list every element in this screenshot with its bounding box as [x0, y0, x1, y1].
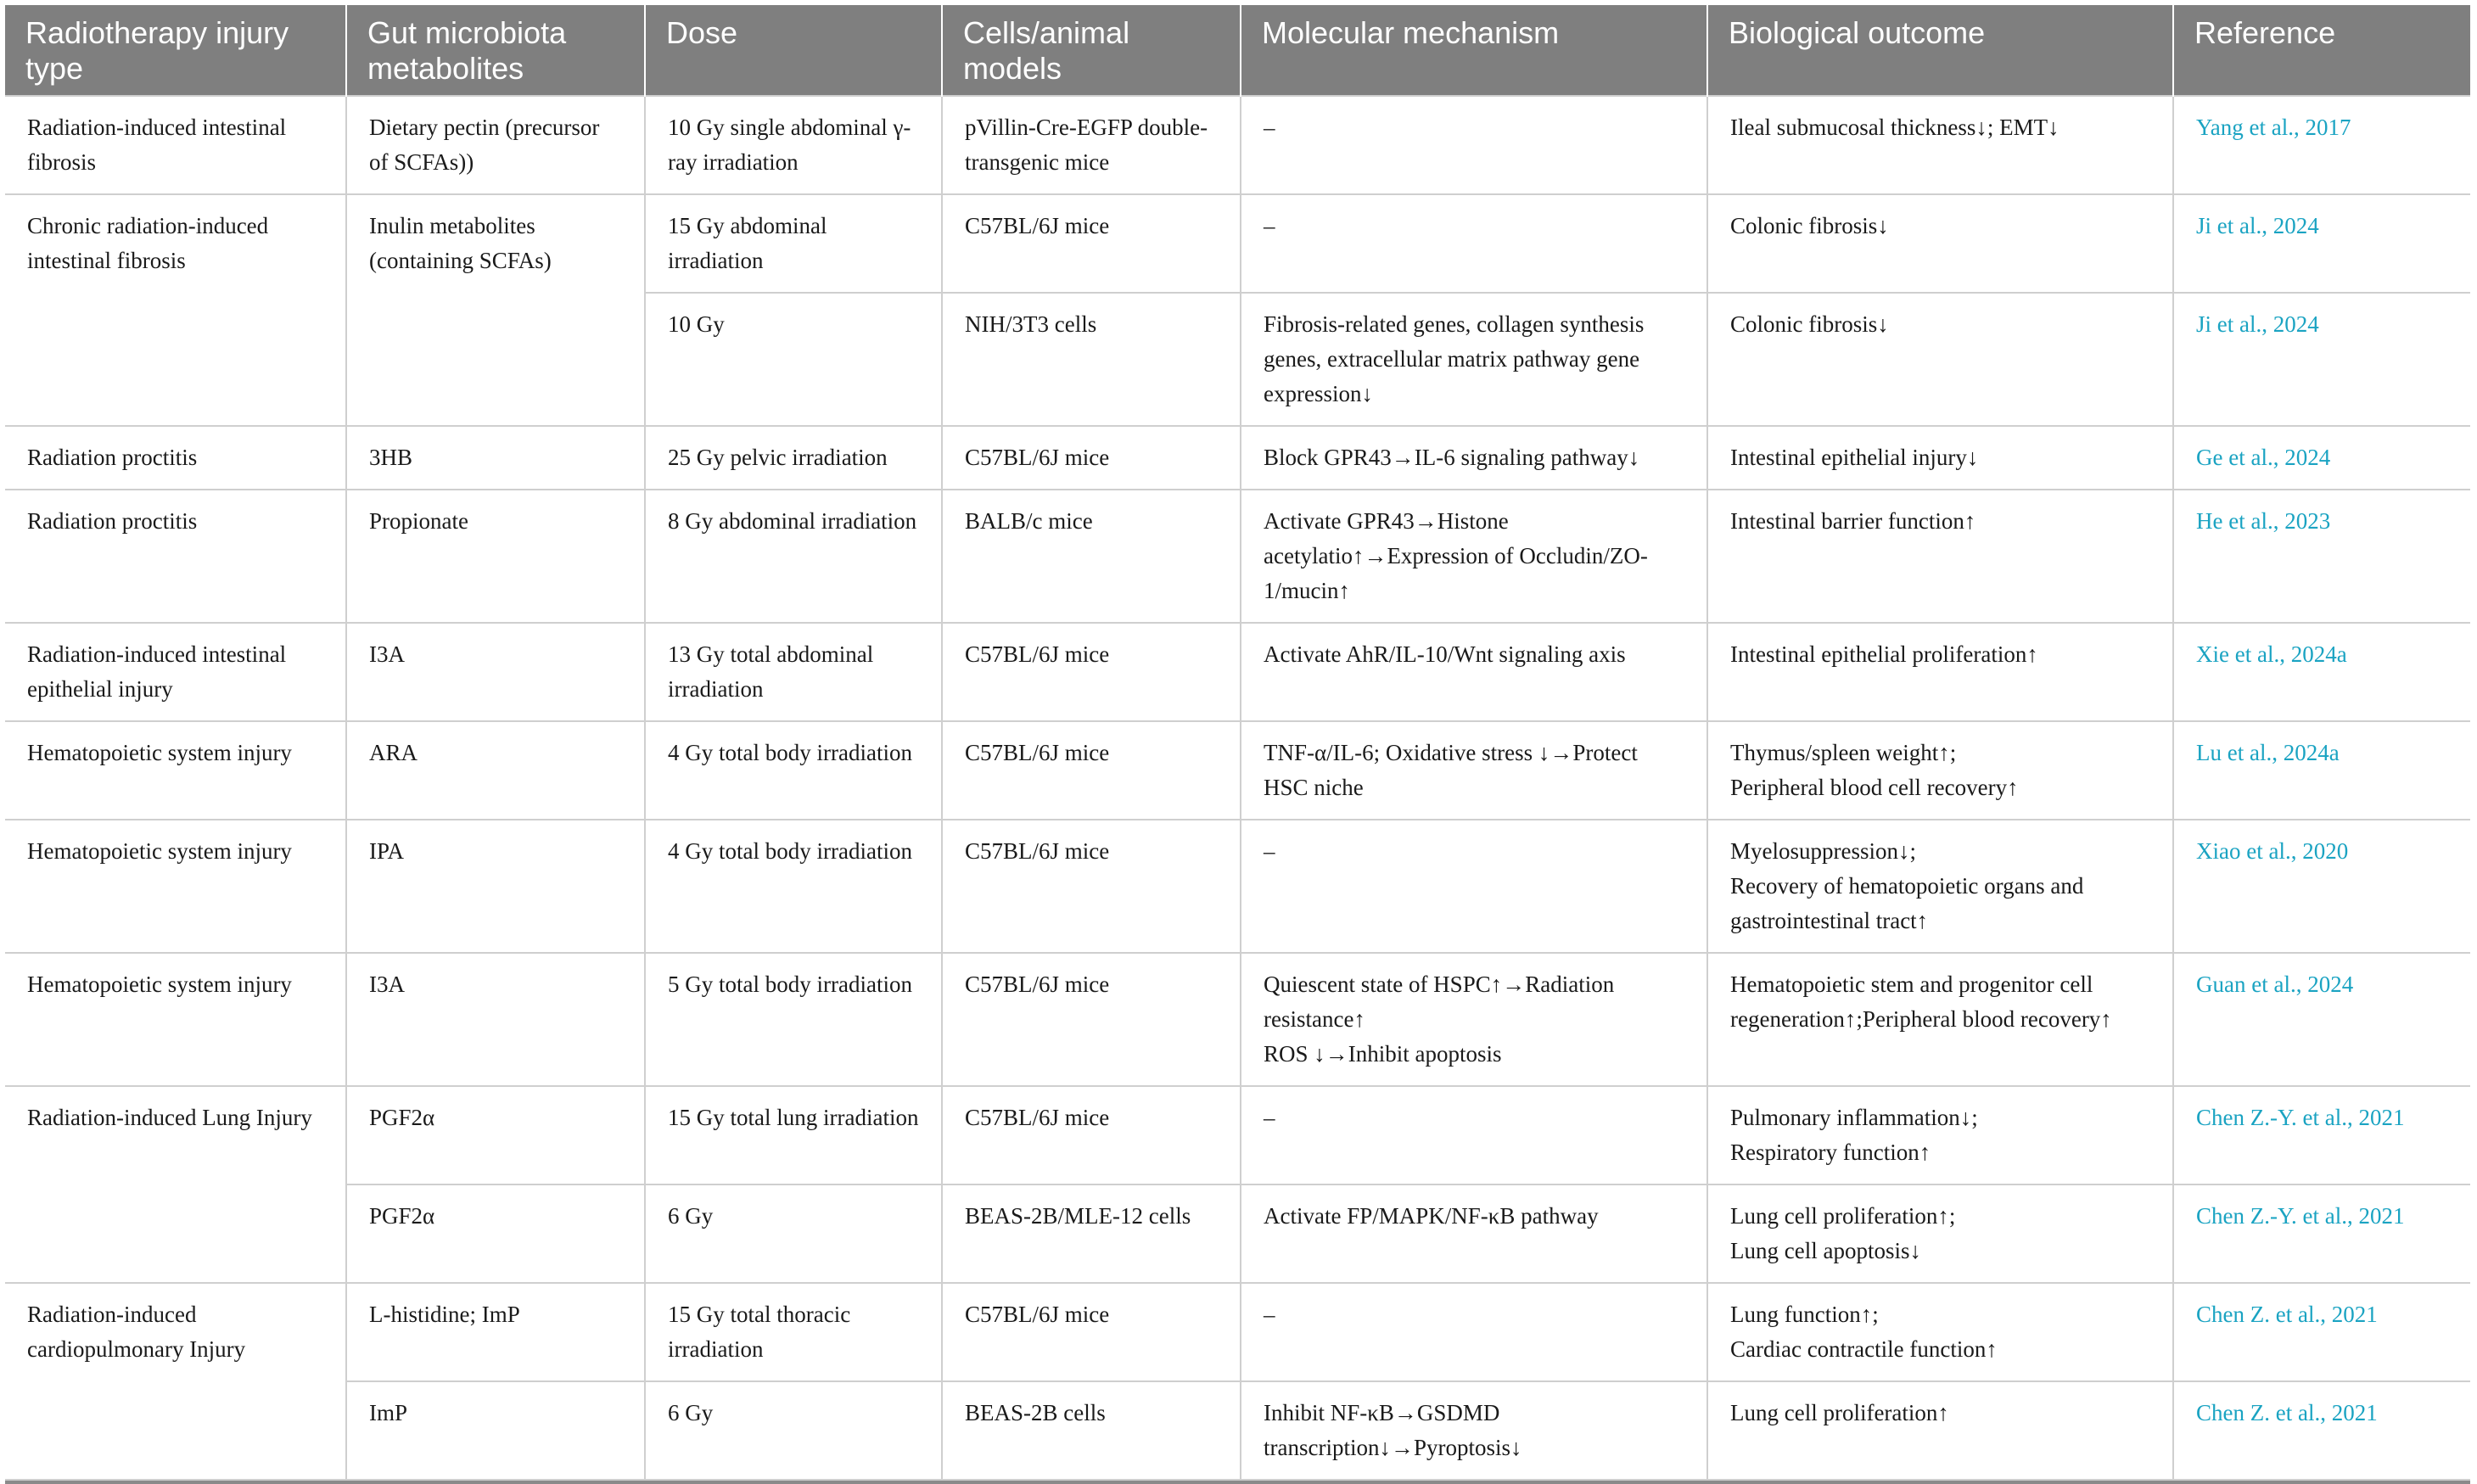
table-row	[5, 426, 2470, 490]
cell-model: C57BL/6J mice	[942, 721, 1241, 820]
cell-reference	[2173, 426, 2470, 490]
cell-metabolite: L-histidine; ImP	[346, 1283, 645, 1381]
cell-injury-type: Radiation-induced cardiopulmonary Injury	[5, 1283, 346, 1480]
cell-dose: 25 Gy pelvic irradiation	[645, 426, 942, 490]
cell-model: pVillin-Cre-EGFP double-transgenic mice	[942, 96, 1241, 194]
cell-metabolite: Dietary pectin (precursor of SCFAs))	[346, 96, 645, 194]
cell-model: NIH/3T3 cells	[942, 293, 1241, 426]
cell-metabolite: I3A	[346, 623, 645, 721]
cell-dose: 5 Gy total body irradiation	[645, 953, 942, 1086]
cell-dose: 6 Gy	[645, 1381, 942, 1480]
cell-mechanism-line: Fibrosis-related genes, collagen synthesis genes, extracellular matrix pathway gene expression↓	[1264, 311, 1645, 406]
cell-outcome-line: Myelosuppression↓;	[1730, 838, 1916, 864]
cell-injury-type: Radiation proctitis	[5, 426, 346, 490]
reference-link[interactable]: Chen Z.-Y. et al., 2021	[2196, 1105, 2405, 1130]
cell-outcome	[1707, 194, 2173, 293]
cell-mechanism-line: Quiescent state of HSPC↑→Radiation resistance↑	[1264, 972, 1615, 1032]
cell-mechanism	[1241, 1283, 1707, 1381]
cell-metabolite: Inulin metabolites (containing SCFAs)	[346, 194, 645, 426]
header-row	[5, 5, 2470, 96]
cell-reference	[2173, 1283, 2470, 1381]
cell-outcome	[1707, 1381, 2173, 1480]
cell-outcome-line: Lung cell proliferation↑;	[1730, 1203, 1956, 1229]
cell-dose: 13 Gy total abdominal irradiation	[645, 623, 942, 721]
cell-model: C57BL/6J mice	[942, 1283, 1241, 1381]
cell-reference	[2173, 721, 2470, 820]
reference-link[interactable]: Xie et al., 2024a	[2196, 641, 2347, 667]
cell-outcome-line: Cardiac contractile function↑	[1730, 1336, 1998, 1362]
cell-outcome	[1707, 623, 2173, 721]
reference-link[interactable]: Xiao et al., 2020	[2196, 838, 2349, 864]
header-dose: Dose	[645, 5, 942, 96]
table-row	[5, 194, 2470, 293]
reference-link[interactable]: Ge et al., 2024	[2196, 445, 2331, 470]
cell-mechanism	[1241, 623, 1707, 721]
reference-link[interactable]: Guan et al., 2024	[2196, 972, 2354, 997]
cell-outcome-line: Peripheral blood cell recovery↑	[1730, 775, 2019, 800]
cell-dose: 4 Gy total body irradiation	[645, 721, 942, 820]
table-row	[5, 1381, 2470, 1480]
cell-outcome-line: Pulmonary inflammation↓;	[1730, 1105, 1978, 1130]
cell-mechanism-line: –	[1264, 1105, 1275, 1130]
cell-outcome-line: Colonic fibrosis↓	[1730, 213, 1889, 238]
cell-reference	[2173, 953, 2470, 1086]
cell-outcome	[1707, 1184, 2173, 1283]
header-metabolites: Gut microbiota metabolites	[346, 5, 645, 96]
cell-injury-type: Radiation proctitis	[5, 490, 346, 623]
cell-outcome-line: Lung cell proliferation↑	[1730, 1400, 1949, 1425]
header-reference: Reference	[2173, 5, 2470, 96]
cell-outcome-line: Lung function↑;	[1730, 1302, 1879, 1327]
cell-mechanism-line: –	[1264, 115, 1275, 140]
table-container	[5, 5, 2470, 1484]
header-mechanism: Molecular mechanism	[1241, 5, 1707, 96]
cell-injury-type: Radiation-induced intestinal fibrosis	[5, 96, 346, 194]
reference-link[interactable]: He et al., 2023	[2196, 508, 2331, 534]
table-row	[5, 721, 2470, 820]
cell-mechanism-line: Block GPR43→IL-6 signaling pathway↓	[1264, 445, 1640, 470]
reference-link[interactable]: Lu et al., 2024a	[2196, 740, 2340, 765]
header-injury-type: Radiotherapy injury type	[5, 5, 346, 96]
cell-metabolite: PGF2α	[346, 1184, 645, 1283]
cell-mechanism	[1241, 953, 1707, 1086]
cell-model: C57BL/6J mice	[942, 1086, 1241, 1184]
reference-link[interactable]: Yang et al., 2017	[2196, 115, 2351, 140]
cell-outcome-line: Intestinal barrier function↑	[1730, 508, 1976, 534]
cell-reference	[2173, 194, 2470, 293]
cell-mechanism-line: Inhibit NF-κB→GSDMD transcription↓→Pyroptosis↓	[1264, 1400, 1522, 1460]
cell-dose: 15 Gy total lung irradiation	[645, 1086, 942, 1184]
cell-dose: 10 Gy	[645, 293, 942, 426]
data-table	[5, 5, 2470, 1481]
cell-outcome	[1707, 1086, 2173, 1184]
cell-mechanism	[1241, 194, 1707, 293]
header-models: Cells/animal models	[942, 5, 1241, 96]
cell-reference	[2173, 1184, 2470, 1283]
cell-mechanism-line: TNF-α/IL-6; Oxidative stress ↓→Protect HSC niche	[1264, 740, 1638, 800]
cell-reference	[2173, 1381, 2470, 1480]
cell-dose: 15 Gy total thoracic irradiation	[645, 1283, 942, 1381]
cell-dose: 4 Gy total body irradiation	[645, 820, 942, 953]
cell-metabolite: ARA	[346, 721, 645, 820]
reference-link[interactable]: Chen Z. et al., 2021	[2196, 1400, 2378, 1425]
table-row	[5, 820, 2470, 953]
cell-mechanism	[1241, 1086, 1707, 1184]
cell-model: C57BL/6J mice	[942, 194, 1241, 293]
cell-dose: 8 Gy abdominal irradiation	[645, 490, 942, 623]
cell-model: C57BL/6J mice	[942, 426, 1241, 490]
cell-outcome-line: Thymus/spleen weight↑;	[1730, 740, 1957, 765]
cell-outcome	[1707, 721, 2173, 820]
table-row	[5, 490, 2470, 623]
cell-outcome	[1707, 293, 2173, 426]
cell-mechanism-line: ROS ↓→Inhibit apoptosis	[1264, 1041, 1502, 1067]
cell-metabolite: 3HB	[346, 426, 645, 490]
cell-mechanism-line: Activate FP/MAPK/NF-κB pathway	[1264, 1203, 1599, 1229]
cell-outcome	[1707, 96, 2173, 194]
cell-reference	[2173, 623, 2470, 721]
cell-mechanism	[1241, 426, 1707, 490]
cell-reference	[2173, 293, 2470, 426]
cell-reference	[2173, 96, 2470, 194]
cell-dose: 10 Gy single abdominal γ-ray irradiation	[645, 96, 942, 194]
cell-outcome	[1707, 1283, 2173, 1381]
reference-link[interactable]: Chen Z.-Y. et al., 2021	[2196, 1203, 2405, 1229]
table-row	[5, 623, 2470, 721]
cell-reference	[2173, 1086, 2470, 1184]
cell-mechanism-line: Activate AhR/IL-10/Wnt signaling axis	[1264, 641, 1626, 667]
cell-metabolite: PGF2α	[346, 1086, 645, 1184]
cell-model: C57BL/6J mice	[942, 953, 1241, 1086]
cell-mechanism-line: Activate GPR43→Histone acetylatio↑→Expression of Occludin/ZO-1/mucin↑	[1264, 508, 1648, 603]
cell-outcome-line: Recovery of hematopoietic organs and gastrointestinal tract↑	[1730, 873, 2084, 933]
cell-model: BEAS-2B/MLE-12 cells	[942, 1184, 1241, 1283]
cell-outcome-line: Hematopoietic stem and progenitor cell regeneration↑;Peripheral blood recovery↑	[1730, 972, 2112, 1032]
cell-injury-type: Hematopoietic system injury	[5, 820, 346, 953]
cell-reference	[2173, 490, 2470, 623]
cell-mechanism-line: –	[1264, 838, 1275, 864]
cell-injury-type: Chronic radiation-induced intestinal fibrosis	[5, 194, 346, 426]
header-outcome: Biological outcome	[1707, 5, 2173, 96]
reference-link[interactable]: Chen Z. et al., 2021	[2196, 1302, 2378, 1327]
cell-dose: 15 Gy abdominal irradiation	[645, 194, 942, 293]
cell-outcome-line: Lung cell apoptosis↓	[1730, 1238, 1921, 1263]
table-row	[5, 96, 2470, 194]
cell-mechanism	[1241, 1381, 1707, 1480]
cell-outcome-line: Respiratory function↑	[1730, 1140, 1931, 1165]
cell-model: C57BL/6J mice	[942, 820, 1241, 953]
cell-model: BALB/c mice	[942, 490, 1241, 623]
table-row	[5, 1283, 2470, 1381]
cell-mechanism-line: –	[1264, 1302, 1275, 1327]
cell-model: C57BL/6J mice	[942, 623, 1241, 721]
cell-injury-type: Hematopoietic system injury	[5, 721, 346, 820]
cell-reference	[2173, 820, 2470, 953]
cell-outcome	[1707, 953, 2173, 1086]
cell-mechanism	[1241, 1184, 1707, 1283]
cell-mechanism	[1241, 820, 1707, 953]
cell-injury-type: Radiation-induced Lung Injury	[5, 1086, 346, 1283]
cell-outcome-line: Colonic fibrosis↓	[1730, 311, 1889, 337]
cell-metabolite: ImP	[346, 1381, 645, 1480]
cell-outcome	[1707, 426, 2173, 490]
cell-mechanism	[1241, 721, 1707, 820]
cell-injury-type: Hematopoietic system injury	[5, 953, 346, 1086]
cell-mechanism	[1241, 96, 1707, 194]
table-row	[5, 953, 2470, 1086]
cell-injury-type: Radiation-induced intestinal epithelial injury	[5, 623, 346, 721]
cell-outcome	[1707, 820, 2173, 953]
cell-metabolite: IPA	[346, 820, 645, 953]
cell-outcome-line: Ileal submucosal thickness↓; EMT↓	[1730, 115, 2059, 140]
cell-outcome-line: Intestinal epithelial injury↓	[1730, 445, 1979, 470]
reference-link[interactable]: Ji et al., 2024	[2196, 311, 2319, 337]
reference-link[interactable]: Ji et al., 2024	[2196, 213, 2319, 238]
cell-outcome	[1707, 490, 2173, 623]
cell-mechanism	[1241, 490, 1707, 623]
cell-model: BEAS-2B cells	[942, 1381, 1241, 1480]
cell-mechanism	[1241, 293, 1707, 426]
cell-metabolite: I3A	[346, 953, 645, 1086]
cell-outcome-line: Intestinal epithelial proliferation↑	[1730, 641, 2038, 667]
cell-metabolite: Propionate	[346, 490, 645, 623]
cell-dose: 6 Gy	[645, 1184, 942, 1283]
cell-mechanism-line: –	[1264, 213, 1275, 238]
table-row	[5, 1086, 2470, 1184]
table-row	[5, 1184, 2470, 1283]
